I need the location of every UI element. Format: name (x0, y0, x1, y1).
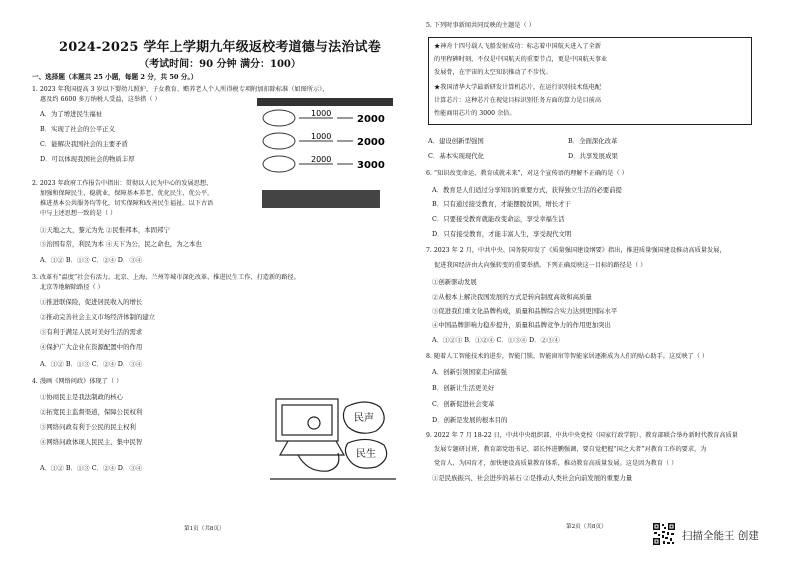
option: A．教育是人们适过分享知识的重要方式，获得独立生活的必要前提 (432, 186, 622, 194)
item: ③网络问政有利于公民的民主权利 (40, 423, 136, 431)
option: D．创新是发展的根本目的 (432, 416, 508, 424)
exam-page-2 (404, 0, 794, 561)
page-footer: 第1页（共8页） (184, 526, 225, 532)
question-9-line-3: 党育人、为国育才，加快建设高质量教育体系，推动教育高质量发展。这是因为教育（ ） (434, 460, 678, 467)
option: D．只有接受教育，才能丰富人生，享受现代文明 (432, 230, 572, 238)
news-line: 发展骨，在宇宙的太空知识推动了不步伐。 (434, 69, 552, 76)
option-row: A．①② B．①③ C．②④ D．③④ (40, 360, 143, 368)
question-7-line-1: 7. 2023 年 2 月，中共中央、国务院印发了《质量强国建设纲要》指出，推进质量强国建设推动高质量发展， (426, 247, 726, 254)
item: ④保护广大企业在资源配置中的作用 (40, 343, 143, 351)
option: C．能解决我国社会的主要矛盾 (40, 140, 128, 148)
question-7-line-2: 促进我国经济由大向强转变的重要举措。下列正确反映这一目标的路径是（ ） (434, 262, 647, 269)
page-footer: 第2页（共8页） (566, 524, 607, 530)
watermark-text: 扫描全能王 创建 (682, 530, 759, 542)
option: A．为了增进民生福祉 (40, 110, 103, 118)
item: ①是民族振兴、社会进步的基石 ②是推动人类社会向前发展的重要力量 (432, 474, 633, 482)
item: ③促进我们重文化品牌构成，质量和品牌综合实力达到更国际水平 (432, 307, 618, 315)
comic-word: 民生 (356, 449, 376, 460)
comic-word: 民声 (354, 413, 374, 424)
news-line: ★我国清华大学最新研发计算机芯片，在运行识别技术低电配 (434, 84, 602, 91)
option: D．可以体现我国社会的物质丰厚 (40, 155, 135, 163)
option: C．基本实现现代化 (428, 152, 485, 160)
question-8: 8. 随着人工智能技术的进步，智能门锁、智能窗帘等智能家居逐渐成为人们的贴心助手。这反映了（ ） (426, 353, 709, 360)
item: ①协商民主是我法制政的核心 (40, 393, 124, 401)
question-3-line-2: 北京等地解除路径（ ） (40, 284, 104, 291)
question-2-line-2: 加强和保障民生，稳就业，保障基本养老、优化民生、优公平， (40, 190, 214, 197)
question-3-line-1: 3. 改革有“温度”社会有活力。北京、上海、兰州等城市深化改革，推进民生工作，打造新的路径。 (32, 274, 300, 281)
question-6: 6. “知识改变命运，教育成就未来”，对这个宣传语的理解不正确的是（ ） (426, 170, 628, 177)
comic-image (268, 393, 398, 483)
news-line: ★神舟十四号载人飞船发射成功：标志着中国航天进入了全新 (434, 43, 602, 50)
item: ①创新驱动发展 (432, 278, 477, 286)
exam-title: 2024-2025 学年上学期九年级返校考道德与法治试卷 (59, 40, 381, 55)
news-line: 计算芯片：这种芯片在视觉目标识别任务方面的算力是目前高 (434, 97, 602, 104)
question-1-line-1: 1. 2023 年我国提高 3 岁以下婴幼儿照护、子女教育、赡养老人个人所得税专项附加扣除标准（如图所示）， (32, 86, 329, 93)
option: C．只要接受教育就能改变命运，享受幸福生活 (432, 215, 565, 223)
section-heading: 一、选择题（本题共 25 小题，每题 2 分，共 50 分。） (32, 73, 198, 81)
chart-amount: 2000 (357, 114, 385, 125)
option: B．实现了社会的公平正义 (40, 125, 115, 133)
option: C．创新促进社会变革 (432, 400, 495, 408)
question-9-line-2: 发展专题研讨班，教育部党组书记、部长怀进鹏强调，要自觉把握“国之大者”对教育工作的要求，为 (434, 446, 707, 453)
exam-subtitle: （考试时间：90 分钟 满分：100） (139, 59, 301, 70)
chart-amount: 1000 (311, 109, 332, 118)
chart-amount: 2000 (357, 137, 385, 148)
deduction-chart-image (255, 96, 395, 178)
option-row: A．①② B．①③ C．②④ D．③④ (40, 256, 143, 264)
option: A．建设创新型强国 (428, 137, 484, 145)
item: ③治国有常，利民为本 ④天下为公，民之命也，为之本也 (40, 240, 202, 248)
chart-amount: 3000 (357, 160, 385, 171)
item: ②拓宽民主监督渠道，保障公民权利 (40, 408, 143, 416)
news-photo-image (262, 190, 380, 208)
question-2-line-1: 2. 2023 年政府工作报告中指出：贯彻以人民为中心的发展思想， (32, 180, 213, 187)
option: B．创新让生活更美好 (432, 384, 495, 392)
question-9-line-1: 9. 2022 年 7 月 18-22 日，中共中央组织部、中共中央党校（国家行政学院）、教育部联合举办新时代教育高质量 (426, 432, 738, 439)
chart-amount: 2000 (311, 155, 332, 164)
item: ①推进联保险，促进居民收入的增长 (40, 298, 143, 306)
item: ④网络问政体现人民民主、集中民智 (40, 438, 143, 446)
option-row: A．①②③ B．①②④ C．①③④ D．②③④ (432, 336, 560, 344)
option-row: A．①② B．①③ C．②④ D．③④ (40, 464, 143, 472)
chart-amount: 1000 (311, 132, 332, 141)
item: ③有利于满足人民对美好生活的需求 (40, 328, 143, 336)
option: B．只有通过接受教育，才能摆脱贫困，增长才干 (432, 200, 571, 208)
option: B．全面深化改革 (568, 137, 618, 145)
news-line: 性能商用芯片的 3000 余倍。 (434, 110, 516, 117)
news-line: 的里程碑时刻，不仅是中国航天的重要节点，更是中国航天事业 (434, 56, 608, 63)
question-4: 4. 漫画《网络问政》体现了（ ） (32, 378, 123, 385)
option: D．共享发展成果 (568, 152, 618, 160)
qr-code-icon (652, 522, 676, 546)
question-1-line-2: 惠及约 6600 多万纳税人受益，这举措（ ） (40, 96, 161, 103)
question-2-line-3: 推进基本公共服务均等化，切实保障和改善民生福祉。以下古语 (40, 200, 214, 207)
question-2-line-4: 中与上述思想一致的是（ ） (40, 210, 117, 217)
item: ②推动完善社会主义市场经济体制的建立 (40, 313, 156, 321)
option: A．创新引领国家走向富强 (432, 368, 507, 376)
item: ④中国品牌影响力稳步提升，质量和品牌竞争力的作用更加突出 (432, 321, 611, 329)
item: ②从根本上解决我国发展的方式是转向制度高效和高质量 (432, 293, 592, 301)
item: ①天地之大，黎元为先 ②民惟邦本，本固邦宁 (40, 226, 170, 234)
question-5: 5. 下列时事新闻共同反映的主题是（ ） (426, 22, 535, 29)
